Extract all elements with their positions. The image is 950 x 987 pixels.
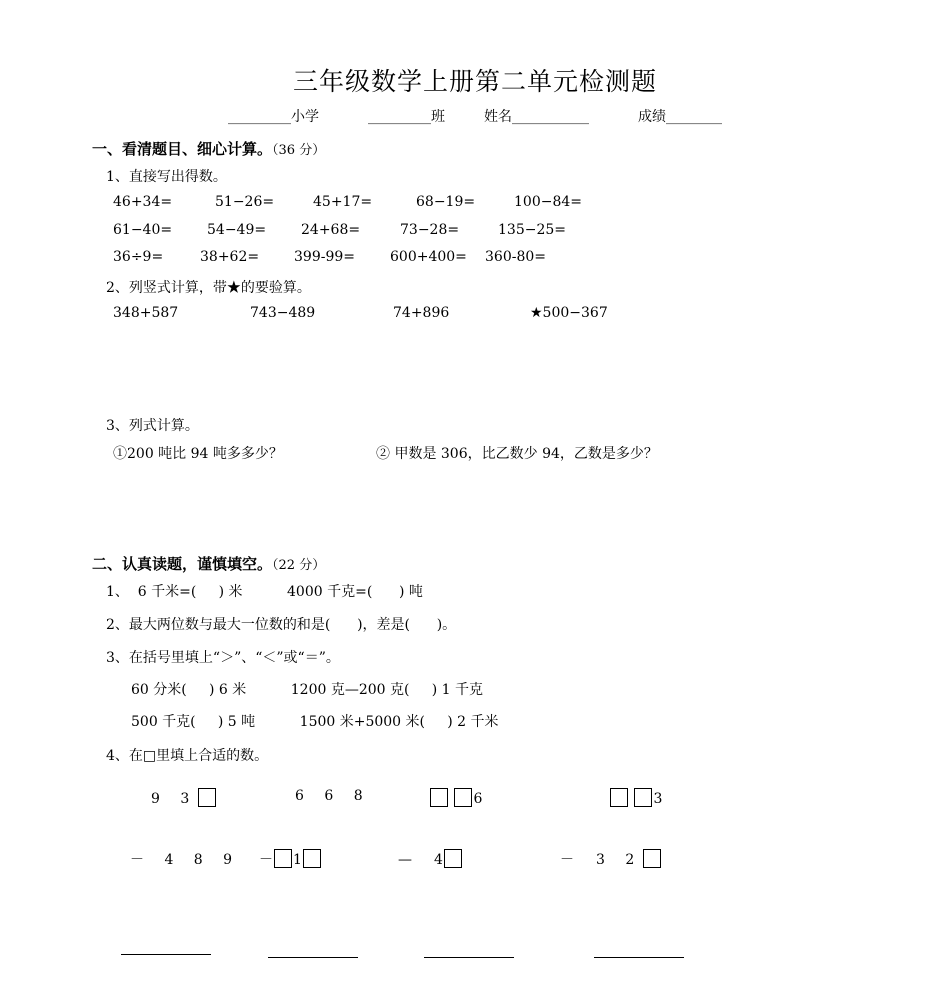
blank-box[interactable]: [444, 849, 462, 868]
puzzle4-top: [609, 788, 662, 807]
answer-line: [594, 957, 684, 958]
section2-points: （22 分）: [272, 558, 326, 573]
puzzle3-end-digit: 6: [473, 791, 483, 807]
calc-item: 61−40=: [113, 222, 173, 238]
page-title: 三年级数学上册第二单元检测题: [292, 67, 657, 96]
puzzle3-mid-digit: 4: [434, 852, 443, 868]
fill-q4: 4、在□里填上合适的数。: [106, 748, 269, 764]
puzzle4-mid-digits: 3 2: [596, 852, 643, 868]
section1-heading: [92, 138, 325, 159]
calc-item: 38+62=: [200, 249, 260, 265]
section1-points: （36 分）: [272, 143, 326, 158]
blank-box[interactable]: [303, 849, 321, 868]
calc-item: 46+34=: [113, 194, 173, 210]
calc-item: 24+68=: [301, 222, 361, 238]
vertical-calc-item: ★500−367: [530, 305, 608, 321]
calc-item: 45+17=: [313, 194, 373, 210]
blank-box[interactable]: [430, 788, 448, 807]
fill-q2: 2、最大两位数与最大一位数的和是( )，差是( )。: [106, 617, 457, 633]
blank-box[interactable]: [643, 849, 661, 868]
school-field: _________小学: [228, 109, 319, 125]
section2-heading: [92, 553, 325, 574]
calc-item: 399-99=: [294, 249, 355, 265]
answer-line: [121, 954, 211, 955]
calc-item: 68−19=: [416, 194, 476, 210]
blank-box[interactable]: [198, 788, 216, 807]
puzzle2-mid-digit: 1: [293, 852, 302, 868]
minus-sign: —: [398, 852, 412, 868]
blank-box[interactable]: [274, 849, 292, 868]
vertical-calc-item: 348+587: [113, 305, 179, 321]
puzzle3-bottom: [398, 849, 463, 868]
score-field: 成绩________: [638, 109, 722, 125]
q1-label: 1、直接写出得数。: [106, 169, 227, 185]
fill-q3: 3、在括号里填上“＞”、“＜”或“＝”。: [106, 650, 340, 666]
puzzle1-top: [151, 788, 217, 807]
puzzle4-end-digit: 3: [653, 791, 663, 807]
minus-sign: －: [560, 852, 574, 868]
puzzle2-top: [295, 788, 371, 804]
class-field: _________班: [368, 109, 445, 125]
vertical-calc-item: 743−489: [250, 305, 316, 321]
q3-problem-b: ② 甲数是 306，比乙数少 94，乙数是多少？: [376, 446, 658, 462]
fill-q3-row-a: 60 分米( ) 6 米 1200 克—200 克( ) 1 千克: [131, 682, 483, 698]
minus-sign: －: [259, 852, 273, 868]
puzzle1-bottom-digits: － 4 8 9: [130, 852, 241, 868]
calc-item: 360-80=: [485, 249, 546, 265]
section2-heading-text: 二、认真读题，谨慎填空。: [92, 555, 273, 573]
calc-item: 600+400=: [390, 249, 467, 265]
calc-item: 73−28=: [400, 222, 460, 238]
answer-line: [268, 957, 358, 958]
blank-box[interactable]: [610, 788, 628, 807]
puzzle1-bottom: [130, 849, 240, 869]
calc-item: 54−49=: [207, 222, 267, 238]
fill-q3-row-b: 500 千克( ) 5 吨 1500 米+5000 米( ) 2 千米: [131, 714, 499, 730]
puzzle3-top: [429, 788, 482, 807]
q3-problem-a: ①200 吨比 94 吨多多少？: [113, 446, 283, 462]
puzzle2-bottom: [259, 849, 322, 869]
calc-item: 135−25=: [498, 222, 566, 238]
puzzle1-top-digits: 9 3: [151, 791, 198, 807]
fill-q1: 1、 6 千米=( ) 米 4000 千克=( ) 吨: [106, 584, 423, 600]
vertical-calc-item: 74+896: [393, 305, 450, 321]
q2-label: 2、列竖式计算，带★的要验算。: [106, 280, 311, 296]
answer-line: [424, 957, 514, 958]
calc-item: 51−26=: [215, 194, 275, 210]
section1-heading-text: 一、看清题目、细心计算。: [92, 140, 273, 158]
q3-label: 3、列式计算。: [106, 418, 199, 434]
blank-box[interactable]: [634, 788, 652, 807]
puzzle4-bottom: [560, 849, 662, 869]
puzzle2-top-digits: 6 6 8: [295, 788, 371, 804]
calc-item: 36÷9=: [113, 249, 164, 265]
blank-box[interactable]: [454, 788, 472, 807]
name-field: 姓名___________: [484, 109, 589, 125]
calc-item: 100−84=: [514, 194, 582, 210]
